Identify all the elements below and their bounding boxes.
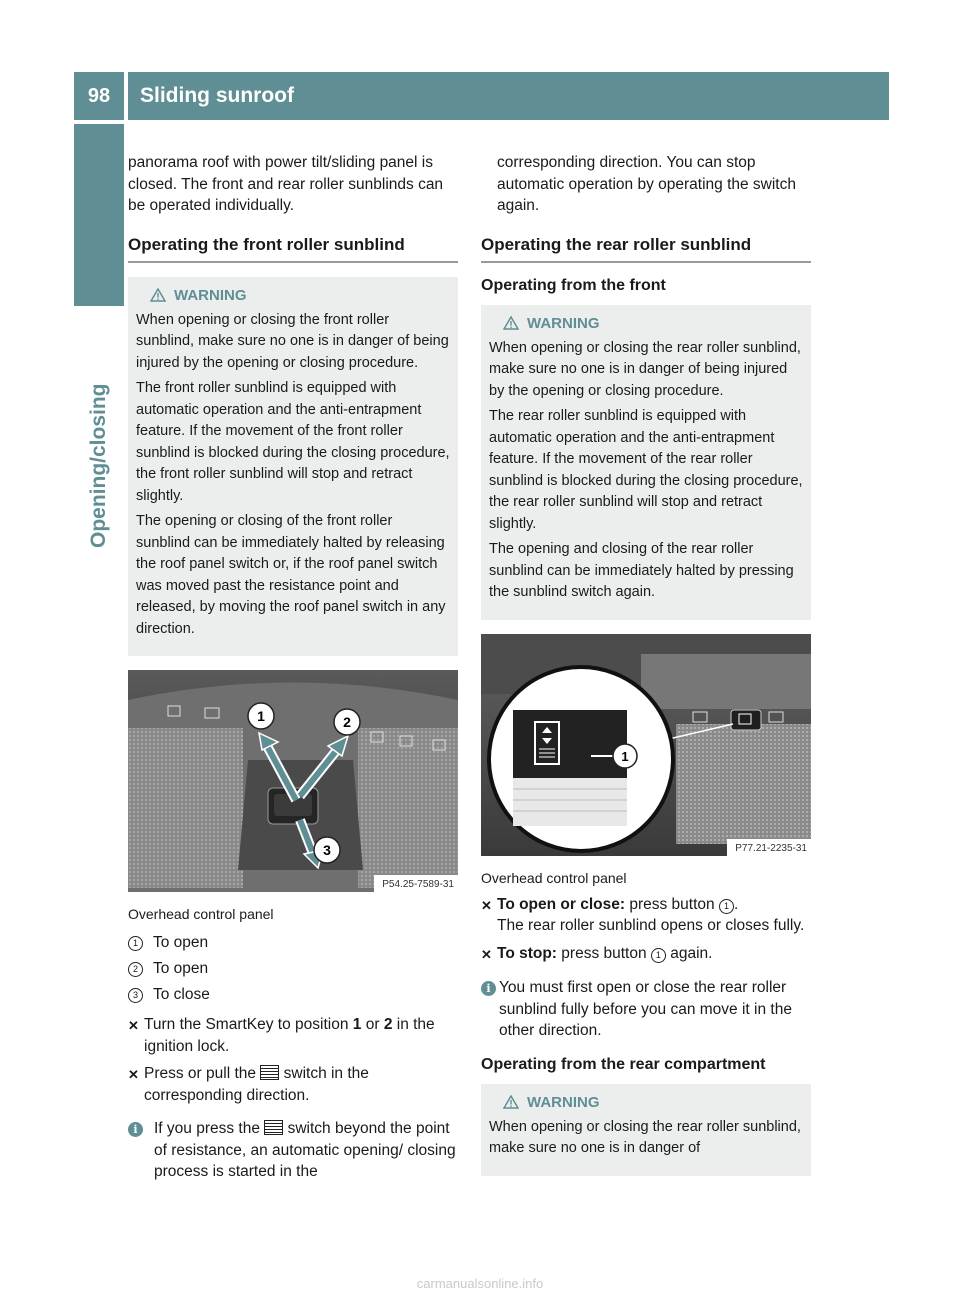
warning-title (489, 315, 803, 332)
figure-code: P77.21-2235-31 (735, 842, 807, 854)
info-icon: i (481, 981, 496, 996)
figure-callout-2: 2 (343, 714, 351, 730)
legend-text: To open (153, 934, 209, 951)
info-note-rear: i You must first open or close the rear roller sunblind fully before you can move it in the other direction. (481, 977, 811, 1042)
switch-icon (260, 1065, 279, 1080)
step-marker-icon: ✕ (481, 946, 492, 962)
right-column (481, 152, 811, 1190)
step-open-close: ✕ To open or close: press button 1 . The rear roller sunblind opens or closes fully. (481, 894, 811, 937)
warning-box-rear-compartment (481, 1084, 811, 1176)
warning-title-text: WARNING (527, 1093, 600, 1111)
warning-title (489, 1094, 803, 1111)
legend-item (128, 930, 458, 956)
overhead-panel-illustration (481, 634, 811, 856)
overhead-panel-figure-front (128, 670, 458, 892)
warning-title-text: WARNING (174, 286, 247, 304)
section-heading-front: Operating the front roller sunblind (128, 235, 458, 263)
overhead-panel-figure-rear (481, 634, 811, 856)
warning-p3: The opening or closing of the front roller sunblind can be immediately halted by releasing the roof panel switch or, if the roof panel switch was moved past the resistance point and released, by moving the roof panel switch in any direction. (136, 513, 446, 637)
legend-item (128, 956, 458, 982)
legend-text: To open (153, 960, 209, 977)
warning-title-text: WARNING (527, 314, 600, 332)
warning-p1: When opening or closing the front roller sunblind, make sure no one is in danger of being injured by the opening or closing procedure. (136, 311, 449, 371)
warning-icon (503, 1095, 519, 1109)
left-column (128, 152, 458, 1183)
subheading-rear-compartment: Operating from the rear compartment (481, 1055, 766, 1073)
figure-callout-1: 1 (257, 708, 265, 724)
step-marker-icon: ✕ (128, 1018, 139, 1033)
step-smartkey: ✕ Turn the SmartKey to position 1 or 2 in the ignition lock. (128, 1014, 458, 1057)
subheading-front: Operating from the front (481, 276, 666, 294)
info-icon: i (128, 1122, 143, 1137)
legend-text: To close (153, 986, 210, 1003)
figure-caption: Overhead control panel (481, 869, 627, 886)
side-tab-block (74, 124, 124, 306)
legend-item (128, 982, 458, 1008)
switch-icon (264, 1120, 283, 1135)
side-tab (76, 312, 122, 552)
warning-box-rear (481, 305, 811, 620)
footer-watermark: carmanualsonline.info (416, 1276, 544, 1291)
legend-num: 1 (128, 936, 143, 951)
step-marker-icon: ✕ (128, 1067, 139, 1082)
overhead-panel-illustration (128, 670, 458, 892)
step-marker-icon: ✕ (481, 897, 492, 913)
figure-callout-1: 1 (621, 748, 629, 764)
warning-p1: When opening or closing the rear roller sunblind, make sure no one is in danger of being injured by the opening or closing procedure. (489, 339, 801, 399)
intro-text: panorama roof with power tilt/sliding panel is closed. The front and rear roller sunblinds can be operated individually. (128, 154, 444, 214)
info-note-front: i If you press the switch beyond the point of resistance, an automatic opening/ closing process is started in the (128, 1118, 458, 1183)
warning-box-front (128, 277, 458, 657)
figure-caption: Overhead control panel (128, 906, 274, 922)
continued-text: corresponding direction. You can stop automatic operation by operating the switch again. (497, 154, 796, 214)
step-press-switch: ✕ Press or pull the switch in the corresponding direction. (128, 1063, 458, 1106)
warning-p3: The opening and closing of the rear roller sunblind can be immediately halted by pressing the sunblind switch again. (489, 541, 794, 600)
legend-num: 2 (128, 962, 143, 977)
legend-num: 3 (128, 988, 143, 1003)
page-number: 98 (74, 72, 124, 120)
warning-icon (503, 316, 519, 330)
figure-code: P54.25-7589-31 (382, 879, 454, 890)
step-stop: ✕ To stop: press button 1 again. (481, 943, 811, 966)
warning-p1: When opening or closing the rear roller sunblind, make sure no one is in danger of (489, 1118, 801, 1156)
page-title: Sliding sunroof (128, 72, 889, 120)
figure-callout-3: 3 (323, 842, 331, 858)
warning-p2: The front roller sunblind is equipped with automatic operation and the anti-entrapment feature. If the movement of the front roller sunblind is blocked during the closing procedure, the front roller sunblind will stop and retract slightly. (136, 380, 450, 504)
warning-icon (150, 288, 166, 302)
section-heading-rear: Operating the rear roller sunblind (481, 235, 811, 263)
warning-p2: The rear roller sunblind is equipped with automatic operation and the anti-entrapment feature. If the movement of the rear roller sunblind is blocked during the closing procedure, the rear roller sunblind will stop and retract slightly. (489, 408, 803, 532)
warning-title (136, 287, 450, 304)
side-tab-label: Opening/closing (87, 383, 110, 548)
